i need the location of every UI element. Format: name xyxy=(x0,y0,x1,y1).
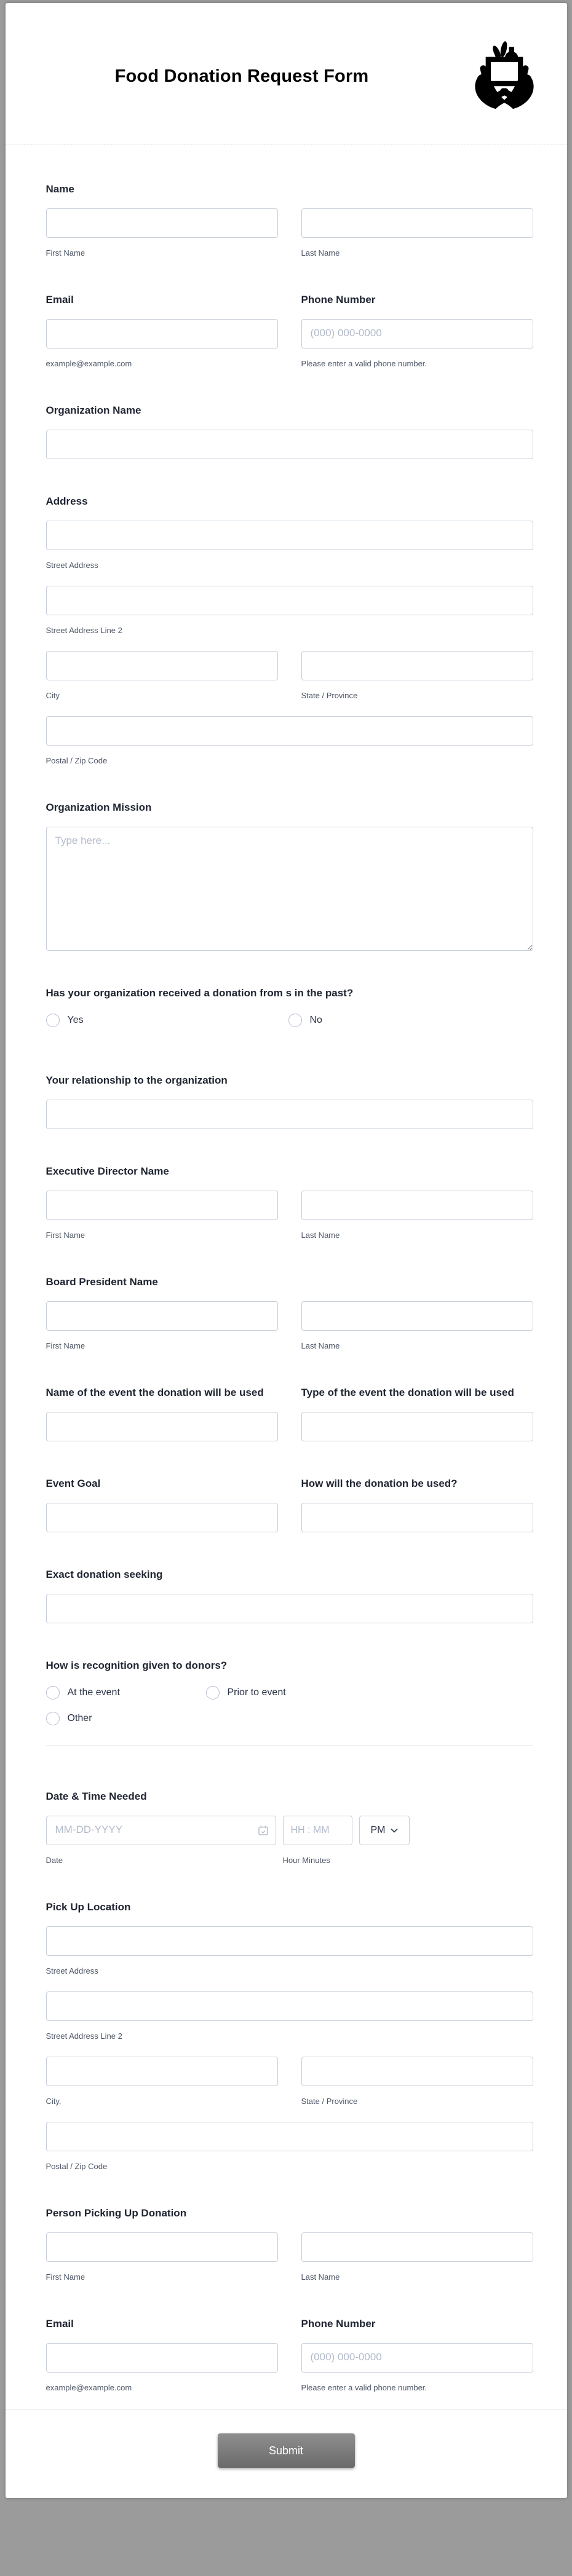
radio-option-at-event[interactable] xyxy=(46,1685,206,1701)
pickup-phone-label: Phone Number xyxy=(301,2318,376,2330)
question-email-phone xyxy=(46,292,533,368)
address-postal-input[interactable] xyxy=(46,716,533,746)
organization-mission-textarea[interactable] xyxy=(46,827,533,951)
question-pickup-location xyxy=(46,1899,533,2171)
question-pickup-email-phone xyxy=(46,2316,533,2392)
address-street-input[interactable] xyxy=(46,521,533,550)
food-donation-hands-icon xyxy=(470,38,539,112)
pickup-postal-input[interactable] xyxy=(46,2122,533,2151)
pickup-email-sublabel: example@example.com xyxy=(46,2383,132,2392)
pickup-street-input[interactable] xyxy=(46,1926,533,1956)
executive-director-label: Executive Director Name xyxy=(46,1165,169,1177)
pickup-person-first-input[interactable] xyxy=(46,2232,278,2262)
address-street2-sublabel: Street Address Line 2 xyxy=(46,626,122,635)
pickup-state-input[interactable] xyxy=(301,2057,533,2086)
donation-use-input[interactable] xyxy=(301,1503,533,1532)
board-president-last-sublabel: Last Name xyxy=(301,1341,340,1350)
address-state-input[interactable] xyxy=(301,651,533,680)
pickup-person-first-sublabel: First Name xyxy=(46,2272,85,2282)
calendar-icon[interactable] xyxy=(258,1825,269,1836)
question-recognition xyxy=(46,1658,533,1736)
radio-label-prior-event: Prior to event xyxy=(227,1687,286,1698)
date-input[interactable] xyxy=(46,1816,276,1845)
board-president-first-sublabel: First Name xyxy=(46,1341,85,1350)
name-first-input[interactable] xyxy=(46,208,278,238)
organization-name-label: Organization Name xyxy=(46,404,141,416)
pickup-street2-sublabel: Street Address Line 2 xyxy=(46,2031,122,2041)
email-label: Email xyxy=(46,294,74,305)
form-header xyxy=(6,3,567,144)
event-type-label: Type of the event the donation will be used xyxy=(301,1387,514,1398)
event-type-input[interactable] xyxy=(301,1412,533,1441)
question-executive-director xyxy=(46,1164,533,1240)
pickup-email-input[interactable] xyxy=(46,2343,278,2373)
address-state-sublabel: State / Province xyxy=(301,691,358,700)
right-hand xyxy=(499,65,533,109)
radio-label-yes: Yes xyxy=(67,1015,84,1025)
name-label: Name xyxy=(46,183,74,195)
email-sublabel: example@example.com xyxy=(46,359,132,368)
ampm-value: PM xyxy=(370,1825,386,1835)
question-event-name-type xyxy=(46,1385,533,1441)
radio-option-no[interactable] xyxy=(288,1012,322,1028)
time-input[interactable] xyxy=(283,1816,352,1845)
radio-circle-icon[interactable] xyxy=(206,1686,220,1700)
chevron-down-icon xyxy=(391,1828,398,1833)
date-sublabel: Date xyxy=(46,1856,63,1865)
board-president-first-input[interactable] xyxy=(46,1301,278,1331)
pickup-location-label: Pick Up Location xyxy=(46,1901,131,1913)
form-body xyxy=(6,144,567,2392)
board-president-label: Board President Name xyxy=(46,1276,158,1288)
executive-director-last-sublabel: Last Name xyxy=(301,1231,340,1240)
phone-label: Phone Number xyxy=(301,294,376,305)
question-event-goal-use xyxy=(46,1476,533,1532)
exact-donation-label: Exact donation seeking xyxy=(46,1569,163,1580)
pickup-state-sublabel: State / Province xyxy=(301,2097,358,2106)
datetime-label: Date & Time Needed xyxy=(46,1790,147,1802)
pickup-person-label: Person Picking Up Donation xyxy=(46,2207,187,2219)
board-president-last-input[interactable] xyxy=(301,1301,533,1331)
question-relationship xyxy=(46,1073,533,1129)
pickup-phone-input[interactable] xyxy=(301,2343,533,2373)
question-board-president xyxy=(46,1274,533,1350)
pickup-postal-sublabel: Postal / Zip Code xyxy=(46,2162,108,2171)
pickup-email-label: Email xyxy=(46,2318,74,2330)
phone-input[interactable] xyxy=(301,319,533,349)
event-name-input[interactable] xyxy=(46,1412,278,1441)
radio-label-no: No xyxy=(309,1015,322,1025)
radio-circle-icon[interactable] xyxy=(46,1014,60,1027)
received-donation-options xyxy=(46,1012,533,1038)
event-goal-input[interactable] xyxy=(46,1503,278,1532)
address-postal-sublabel: Postal / Zip Code xyxy=(46,756,108,765)
question-organization-name xyxy=(46,403,533,459)
question-datetime xyxy=(46,1789,533,1865)
question-exact-donation xyxy=(46,1567,533,1623)
address-street2-input[interactable] xyxy=(46,586,533,615)
recognition-label: How is recognition given to donors? xyxy=(46,1660,228,1671)
address-street-sublabel: Street Address xyxy=(46,561,98,570)
event-name-label: Name of the event the donation will be used xyxy=(46,1387,264,1398)
radio-circle-icon[interactable] xyxy=(288,1014,302,1027)
address-label: Address xyxy=(46,495,88,507)
address-city-input[interactable] xyxy=(46,651,278,680)
pickup-person-last-input[interactable] xyxy=(301,2232,533,2262)
section-divider xyxy=(46,1745,533,1746)
name-last-sublabel: Last Name xyxy=(301,248,340,258)
recognition-options xyxy=(46,1685,533,1736)
name-first-sublabel: First Name xyxy=(46,248,85,258)
question-address xyxy=(46,494,533,765)
address-city-sublabel: City xyxy=(46,691,60,700)
question-organization-mission xyxy=(46,800,533,951)
pickup-street-sublabel: Street Address xyxy=(46,1966,98,1975)
question-received-donation xyxy=(46,985,533,1038)
executive-director-last-input[interactable] xyxy=(301,1191,533,1220)
executive-director-first-input[interactable] xyxy=(46,1191,278,1220)
radio-option-other[interactable] xyxy=(46,1711,206,1727)
phone-sublabel: Please enter a valid phone number. xyxy=(301,359,427,368)
form-title: Food Donation Request Form xyxy=(114,66,369,86)
radio-circle-icon[interactable] xyxy=(46,1712,60,1725)
radio-label-other: Other xyxy=(67,1713,92,1723)
form-footer xyxy=(6,2410,567,2498)
relationship-input[interactable] xyxy=(46,1100,533,1129)
submit-button[interactable]: Submit xyxy=(218,2433,355,2468)
question-name xyxy=(46,181,533,258)
pickup-city-input[interactable] xyxy=(46,2057,278,2086)
received-donation-label: Has your organization received a donation from s in the past? xyxy=(46,987,354,999)
radio-option-prior-event[interactable] xyxy=(206,1685,366,1701)
executive-director-first-sublabel: First Name xyxy=(46,1231,85,1240)
event-goal-label: Event Goal xyxy=(46,1478,101,1489)
organization-name-input[interactable] xyxy=(46,430,533,459)
form-card xyxy=(6,3,567,2498)
pickup-phone-sublabel: Please enter a valid phone number. xyxy=(301,2383,427,2392)
ampm-select[interactable] xyxy=(359,1816,410,1845)
pickup-person-last-sublabel: Last Name xyxy=(301,2272,340,2282)
pickup-city-sublabel: City. xyxy=(46,2097,62,2106)
exact-donation-input[interactable] xyxy=(46,1594,533,1623)
pickup-street2-input[interactable] xyxy=(46,1991,533,2021)
donation-use-label: How will the donation be used? xyxy=(301,1478,458,1489)
organization-mission-label: Organization Mission xyxy=(46,802,152,813)
email-input[interactable] xyxy=(46,319,278,349)
question-pickup-person xyxy=(46,2205,533,2282)
radio-circle-icon[interactable] xyxy=(46,1686,60,1700)
radio-option-yes[interactable] xyxy=(46,1012,288,1028)
relationship-label: Your relationship to the organization xyxy=(46,1074,228,1086)
name-last-input[interactable] xyxy=(301,208,533,238)
radio-label-at-event: At the event xyxy=(67,1687,120,1698)
time-sublabel: Hour Minutes xyxy=(282,1856,330,1865)
